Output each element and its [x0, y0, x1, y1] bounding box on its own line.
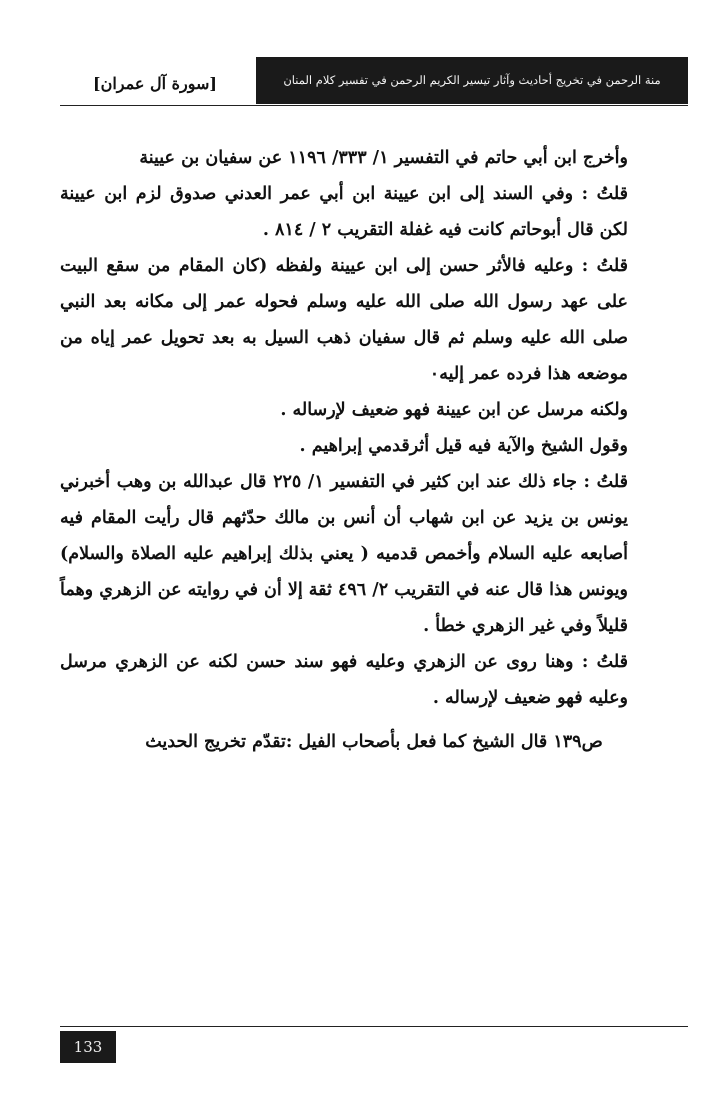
paragraph: قلتُ : وعليه فالأثر حسن إلى ابن عيينة ولفظه (كان المقام من سقع البيت على عهد رسول الله صلى الله عليه وسلم فحوله عمر إلى مكانه بعد النبي صلى الله عليه وسلم ثم قال سفيان ذهب السيل به بعد تحويل عمر إياه من موضعه هذا فرده عمر إليه٠: [60, 256, 628, 384]
book-title-banner: منة الرحمن في تخريج أحاديث وآثار تيسير الكريم الرحمن في تفسير كلام المنان: [256, 57, 688, 104]
paragraph: قلتُ : وفي السند إلى ابن عيينة ابن أبي عمر العدني صدوق لزم ابن عيينة لكن قال أبوحاتم كانت فيه غفلة التقريب ٢ / ٨١٤ .: [60, 184, 628, 240]
page-body: [60, 140, 688, 760]
paragraph: قلتُ : وهنا روى عن الزهري وعليه فهو سند حسن لكنه عن الزهري مرسل وعليه فهو ضعيف لإرساله .: [60, 652, 628, 708]
page-number: 133: [60, 1031, 116, 1063]
paragraph: قلتُ : جاء ذلك عند ابن كثير في التفسير ١/ ٢٢٥ قال عبدالله بن وهب أخبرني يونس بن يزيد عن ابن شهاب أن أنس بن مالك حدّثهم قال رأيت المقام فيه أصابعه عليه السلام وأخمص قدميه ( يعني بذلك إبراهيم عليه الصلاة والسلام) ويونس هذا قال عنه في التقريب ٢/ ٤٩٦ ثقة إلا أن في روايته عن الزهري وهماً قليلاً وفي غير الزهري خطأ .: [60, 472, 629, 636]
surah-title: [سورة آل عمران]: [93, 74, 217, 93]
paragraph: وأخرج ابن أبي حاتم في التفسير ١/ ٣٣٣/ ١١٩٦ عن سفيان بن عيينة: [139, 148, 628, 168]
footer-rule: [60, 1026, 688, 1027]
paragraph: وقول الشيخ والآية فيه قيل أثرقدمي إبراهيم .: [299, 436, 628, 456]
running-header: [60, 57, 688, 106]
section-note: ص١٣٩ قال الشيخ كما فعل بأصحاب الفيل :تقدّم تخريج الحديث: [145, 732, 603, 752]
paragraph: ولكنه مرسل عن ابن عيينة فهو ضعيف لإرساله .: [280, 400, 628, 420]
